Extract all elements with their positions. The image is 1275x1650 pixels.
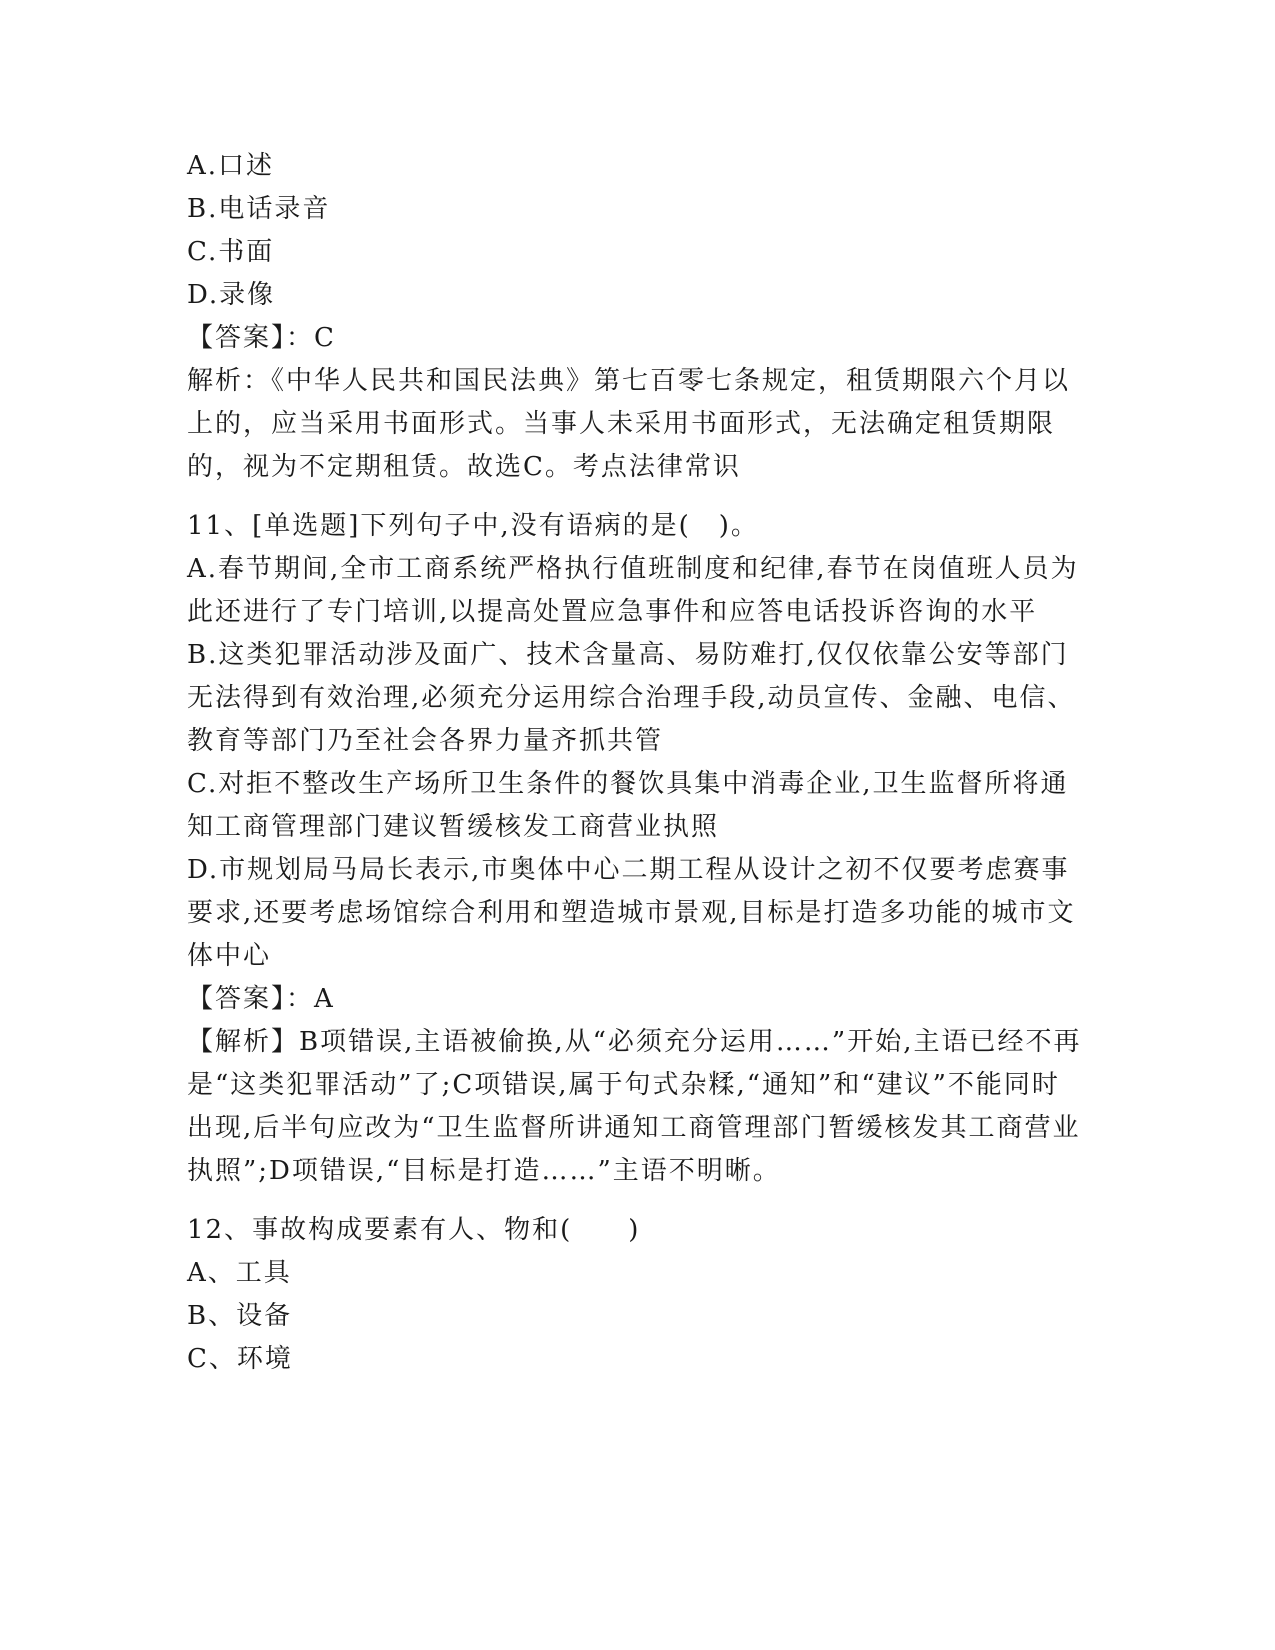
option-a: A、工具 (187, 1258, 292, 1288)
question-12 (187, 1209, 1087, 1381)
option-a: A.口述 (187, 151, 275, 181)
option-a: A.春节期间,全市工商系统严格执行值班制度和纪律,春节在岗值班人员为此还进行了专门培训,以提高处置应急事件和应答电话投诉咨询的水平 (187, 554, 1079, 627)
option-c: C.对拒不整改生产场所卫生条件的餐饮具集中消毒企业,卫生监督所将通知工商管理部门建议暂缓核发工商营业执照 (187, 769, 1069, 842)
answer-line: 【答案】：C (187, 323, 336, 353)
option-d: D.市规划局马局长表示,市奥体中心二期工程从设计之初不仅要考虑赛事要求,还要考虑场馆综合利用和塑造城市景观,目标是打造多功能的城市文体中心 (187, 855, 1076, 971)
analysis-paragraph: 【解析】B项错误,主语被偷换,从“必须充分运用……”开始,主语已经不再是“这类犯罪活动”了;C项错误,属于句式杂糅,“通知”和“建议”不能同时出现,后半句应改为“卫生监督所讲通知工商管理部门暂缓核发其工商营业执照”;D项错误,“目标是打造……”主语不明晰。 (187, 1027, 1082, 1186)
question-10 (187, 145, 1087, 489)
option-c: C、环境 (187, 1344, 293, 1374)
option-c: C.书面 (187, 237, 275, 267)
analysis-paragraph: 解析：《中华人民共和国民法典》第七百零七条规定，租赁期限六个月以上的，应当采用书面形式。当事人未采用书面形式，无法确定租赁期限的，视为不定期租赁。故选C。考点法律常识 (187, 366, 1071, 482)
spacer (187, 489, 1087, 505)
question-11 (187, 505, 1087, 1193)
document-content (187, 145, 1087, 1381)
question-stem: 11、[单选题]下列句子中,没有语病的是( )。 (187, 511, 759, 541)
answer-line: 【答案】：A (187, 984, 335, 1014)
option-b: B.这类犯罪活动涉及面广、技术含量高、易防难打,仅仅依靠公安等部门无法得到有效治理,必须充分运用综合治理手段,动员宣传、金融、电信、教育等部门乃至社会各界力量齐抓共管 (187, 640, 1076, 756)
option-b: B、设备 (187, 1301, 293, 1331)
option-d: D.录像 (187, 280, 276, 310)
spacer (187, 1193, 1087, 1209)
option-b: B.电话录音 (187, 194, 331, 224)
question-stem: 12、事故构成要素有人、物和( ) (187, 1215, 641, 1245)
